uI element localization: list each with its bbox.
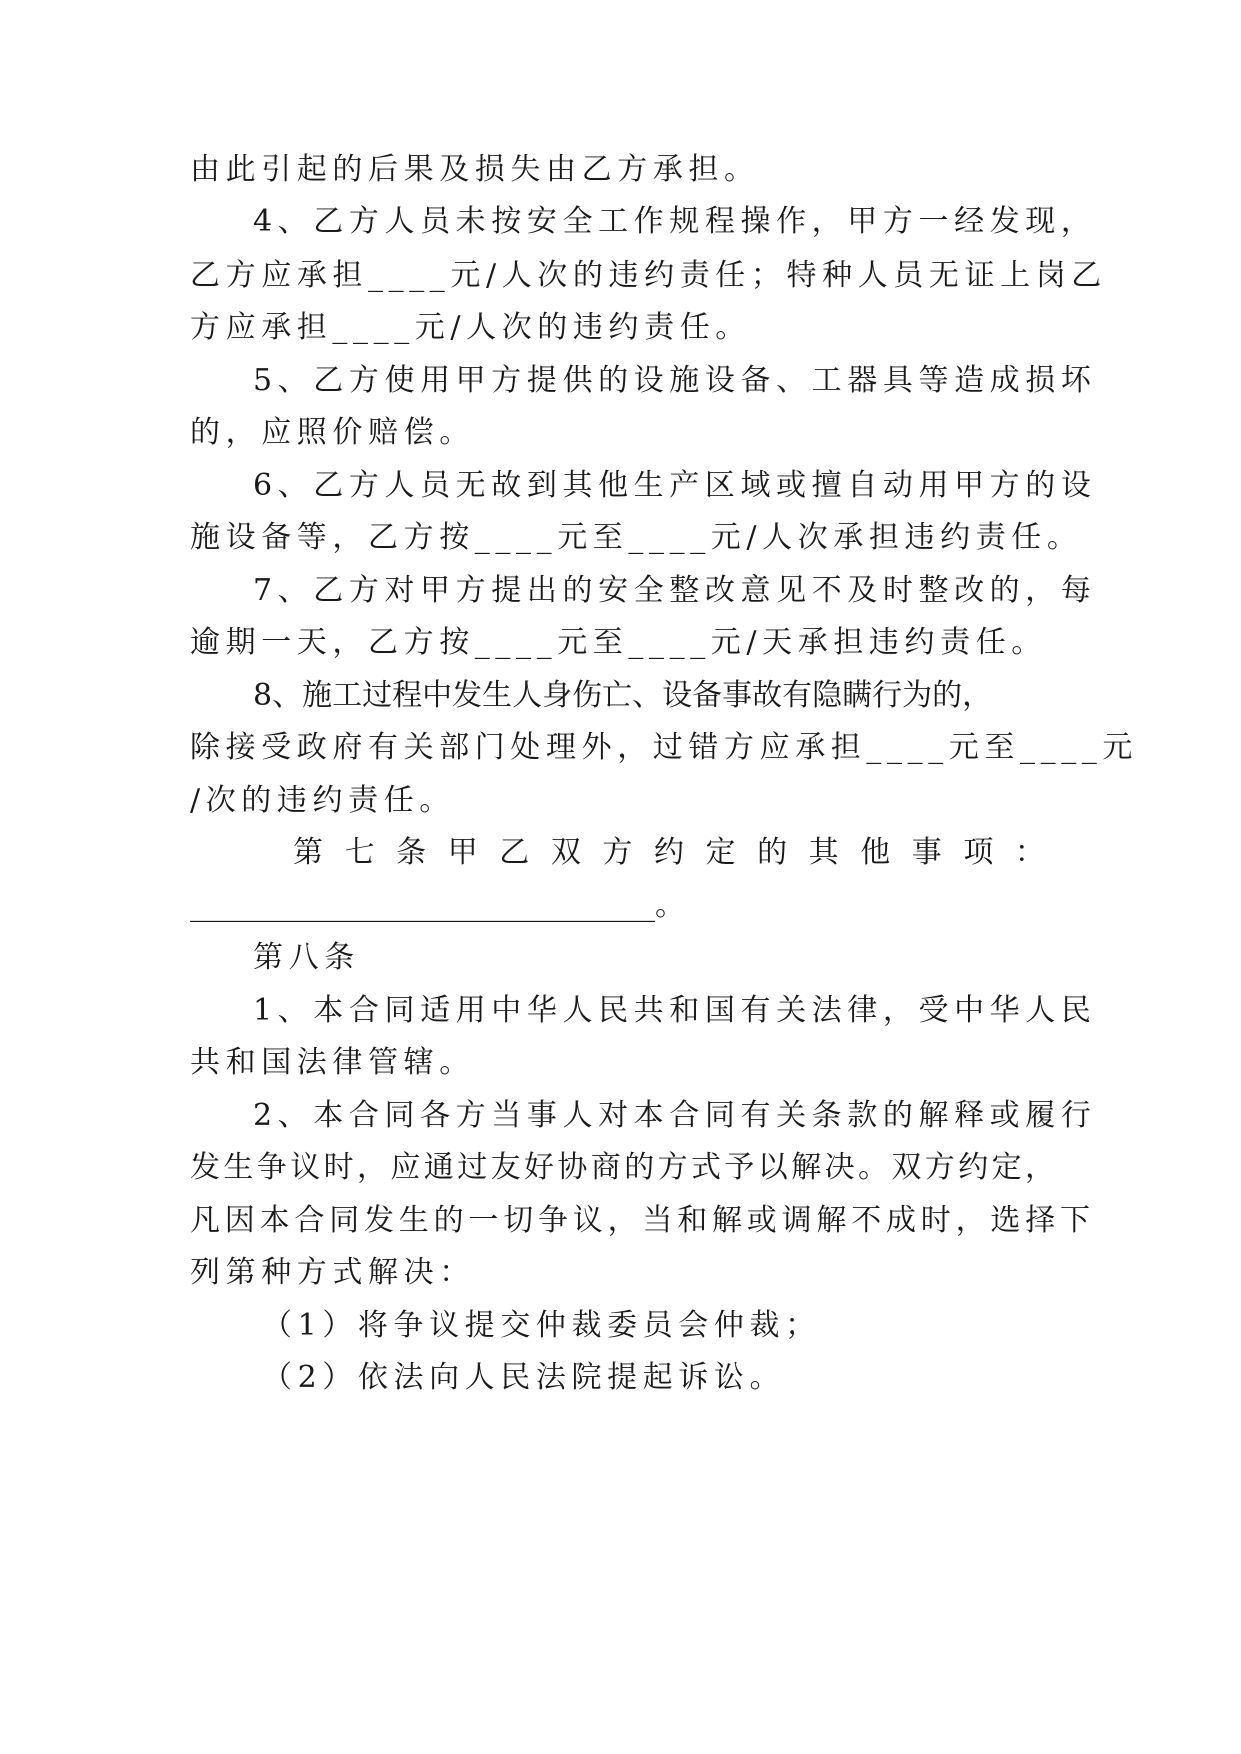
- heading-char: 定: [705, 835, 736, 870]
- blank-line: _______________________________。: [190, 888, 685, 923]
- heading-char: 双: [550, 835, 581, 870]
- heading-char: 事: [911, 835, 942, 870]
- heading-char: 七: [344, 835, 375, 870]
- text-line: 8、施工过程中发生人身伤亡、设备事故有隐瞒行为的，: [253, 678, 993, 713]
- text-line: 发生争议时，应通过友好协商的方式予以解决。双方约定，: [190, 1150, 1059, 1185]
- heading-char: ：: [1014, 835, 1045, 870]
- heading-char: 甲: [447, 835, 478, 870]
- text-line: 1、本合同适用中华人民共和国有关法律，受中华人民: [253, 993, 1097, 1028]
- text-line: /次的违约责任。: [190, 783, 455, 818]
- heading-char: 他: [860, 835, 891, 870]
- text-line: 的，应照价赔偿。: [190, 415, 475, 450]
- text-line: 2、本合同各方当事人对本合同有关条款的解释或履行: [253, 1098, 1097, 1133]
- text-line: 除接受政府有关部门处理外，过错方应承担____元至____元: [190, 730, 1138, 765]
- heading-char: 条: [396, 835, 427, 870]
- text-line: 逾期一天，乙方按____元至____元/天承担违约责任。: [190, 625, 1047, 660]
- heading-char: 其: [808, 835, 839, 870]
- heading-char: 约: [653, 835, 684, 870]
- article-7-heading: [293, 833, 1045, 873]
- text-line: 6、乙方人员无故到其他生产区域或擅自动用甲方的设: [253, 468, 1097, 503]
- heading-char: 第: [293, 835, 323, 870]
- option-1: （1）将争议提交仲裁委员会仲裁；: [262, 1308, 821, 1343]
- text-line: 由此引起的后果及损失由乙方承担。: [190, 152, 760, 187]
- text-line: 7、乙方对甲方提出的安全整改意见不及时整改的，每: [253, 573, 1097, 608]
- text-line: 4、乙方人员未按安全工作规程操作，甲方一经发现，: [253, 204, 1097, 239]
- text-line: 列第种方式解决：: [190, 1255, 475, 1290]
- option-2: （2）依法向人民法院提起诉讼。: [262, 1360, 786, 1395]
- text-line: 共和国法律管辖。: [190, 1045, 475, 1080]
- text-line: 5、乙方使用甲方提供的设施设备、工器具等造成损坏: [253, 363, 1097, 398]
- text-line: 方应承担____元/人次的违约责任。: [190, 310, 751, 345]
- text-line: 乙方应承担____元/人次的违约责任；特种人员无证上岗乙: [190, 258, 1107, 293]
- heading-char: 方: [602, 835, 633, 870]
- heading-char: 项: [963, 835, 994, 870]
- text-line: 施设备等，乙方按____元至____元/人次承担违约责任。: [190, 520, 1083, 555]
- heading-char: 的: [757, 835, 788, 870]
- heading-char: 乙: [499, 835, 530, 870]
- article-8-heading: 第八条: [253, 940, 360, 975]
- text-line: 凡因本合同发生的一切争议，当和解或调解不成时，选择下: [190, 1203, 1095, 1238]
